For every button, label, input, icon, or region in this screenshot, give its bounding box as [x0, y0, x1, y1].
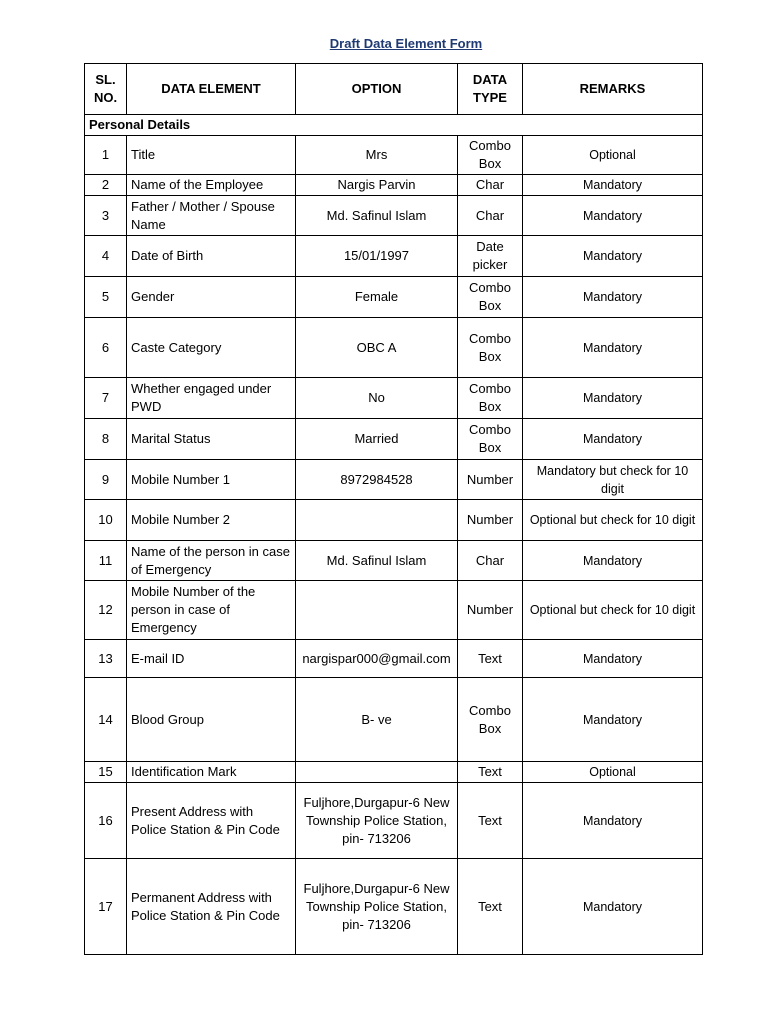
sl-cell: 7 [85, 378, 127, 419]
sl-cell: 12 [85, 581, 127, 640]
element-cell: Mobile Number 1 [127, 460, 296, 500]
option-cell: No [296, 378, 458, 419]
element-cell: Date of Birth [127, 236, 296, 277]
table-row [85, 175, 703, 196]
element-cell: Mobile Number 2 [127, 500, 296, 541]
sl-cell: 2 [85, 175, 127, 196]
sl-cell: 14 [85, 678, 127, 762]
remarks-cell: Mandatory [523, 541, 703, 581]
table-row [85, 196, 703, 236]
option-cell: 15/01/1997 [296, 236, 458, 277]
table-row [85, 318, 703, 378]
table-row [85, 500, 703, 541]
option-cell: 8972984528 [296, 460, 458, 500]
option-cell: OBC A [296, 318, 458, 378]
element-cell: Caste Category [127, 318, 296, 378]
element-cell: Whether engaged under PWD [127, 378, 296, 419]
option-cell: Md. Safinul Islam [296, 196, 458, 236]
sl-cell: 5 [85, 277, 127, 318]
remarks-cell: Mandatory [523, 318, 703, 378]
header-row [85, 64, 703, 115]
type-cell: Combo Box [458, 419, 523, 460]
remarks-cell: Mandatory [523, 783, 703, 859]
table-row [85, 378, 703, 419]
remarks-cell: Mandatory [523, 640, 703, 678]
element-cell: Gender [127, 277, 296, 318]
type-cell: Char [458, 196, 523, 236]
sl-cell: 16 [85, 783, 127, 859]
type-cell: Date picker [458, 236, 523, 277]
type-cell: Combo Box [458, 318, 523, 378]
table-row [85, 460, 703, 500]
header-sl-no: SL. NO. [85, 64, 127, 115]
table-row [85, 859, 703, 955]
remarks-cell: Mandatory [523, 236, 703, 277]
element-cell: Blood Group [127, 678, 296, 762]
option-cell: Female [296, 277, 458, 318]
option-cell: Fuljhore,Durgapur-6 New Township Police Station, pin- 713206 [296, 783, 458, 859]
sl-cell: 8 [85, 419, 127, 460]
remarks-cell: Mandatory [523, 196, 703, 236]
option-cell: nargispar000@gmail.com [296, 640, 458, 678]
remarks-cell: Mandatory [523, 175, 703, 196]
sl-cell: 1 [85, 136, 127, 175]
element-cell: E-mail ID [127, 640, 296, 678]
option-cell: Fuljhore,Durgapur-6 New Township Police Station, pin- 713206 [296, 859, 458, 955]
table-row [85, 277, 703, 318]
element-cell: Permanent Address with Police Station & Pin Code [127, 859, 296, 955]
element-cell: Name of the person in case of Emergency [127, 541, 296, 581]
element-cell: Father / Mother / Spouse Name [127, 196, 296, 236]
table-row [85, 541, 703, 581]
sl-cell: 15 [85, 762, 127, 783]
element-cell: Name of the Employee [127, 175, 296, 196]
table-row [85, 419, 703, 460]
sl-cell: 9 [85, 460, 127, 500]
remarks-cell: Mandatory [523, 678, 703, 762]
table-row [85, 783, 703, 859]
type-cell: Text [458, 640, 523, 678]
sl-cell: 3 [85, 196, 127, 236]
type-cell: Combo Box [458, 136, 523, 175]
header-remarks: REMARKS [523, 64, 703, 115]
option-cell: Mrs [296, 136, 458, 175]
data-element-table [84, 63, 703, 955]
sl-cell: 11 [85, 541, 127, 581]
remarks-cell: Mandatory [523, 378, 703, 419]
type-cell: Number [458, 581, 523, 640]
type-cell: Text [458, 859, 523, 955]
table-row [85, 678, 703, 762]
table-row [85, 762, 703, 783]
element-cell: Mobile Number of the person in case of Emergency [127, 581, 296, 640]
section-title: Personal Details [85, 115, 703, 136]
remarks-cell: Mandatory but check for 10 digit [523, 460, 703, 500]
sl-cell: 17 [85, 859, 127, 955]
option-cell: Nargis Parvin [296, 175, 458, 196]
element-cell: Title [127, 136, 296, 175]
remarks-cell: Optional [523, 762, 703, 783]
sl-cell: 13 [85, 640, 127, 678]
section-row [85, 115, 703, 136]
option-cell: Md. Safinul Islam [296, 541, 458, 581]
option-cell: B- ve [296, 678, 458, 762]
option-cell [296, 500, 458, 541]
remarks-cell: Mandatory [523, 419, 703, 460]
type-cell: Text [458, 762, 523, 783]
remarks-cell: Optional but check for 10 digit [523, 581, 703, 640]
header-option: OPTION [296, 64, 458, 115]
type-cell: Number [458, 500, 523, 541]
table-row [85, 581, 703, 640]
remarks-cell: Mandatory [523, 277, 703, 318]
type-cell: Combo Box [458, 378, 523, 419]
sl-cell: 4 [85, 236, 127, 277]
remarks-cell: Optional [523, 136, 703, 175]
table-row [85, 640, 703, 678]
type-cell: Combo Box [458, 678, 523, 762]
type-cell: Text [458, 783, 523, 859]
remarks-cell: Optional but check for 10 digit [523, 500, 703, 541]
page-title: Draft Data Element Form [329, 36, 483, 51]
element-cell: Marital Status [127, 419, 296, 460]
sl-cell: 10 [85, 500, 127, 541]
header-data-element: DATA ELEMENT [127, 64, 296, 115]
type-cell: Char [458, 541, 523, 581]
type-cell: Combo Box [458, 277, 523, 318]
option-cell: Married [296, 419, 458, 460]
option-cell [296, 762, 458, 783]
element-cell: Present Address with Police Station & Pin Code [127, 783, 296, 859]
table-row [85, 136, 703, 175]
type-cell: Char [458, 175, 523, 196]
table-row [85, 236, 703, 277]
element-cell: Identification Mark [127, 762, 296, 783]
type-cell: Number [458, 460, 523, 500]
sl-cell: 6 [85, 318, 127, 378]
header-data-type: DATA TYPE [458, 64, 523, 115]
remarks-cell: Mandatory [523, 859, 703, 955]
option-cell [296, 581, 458, 640]
